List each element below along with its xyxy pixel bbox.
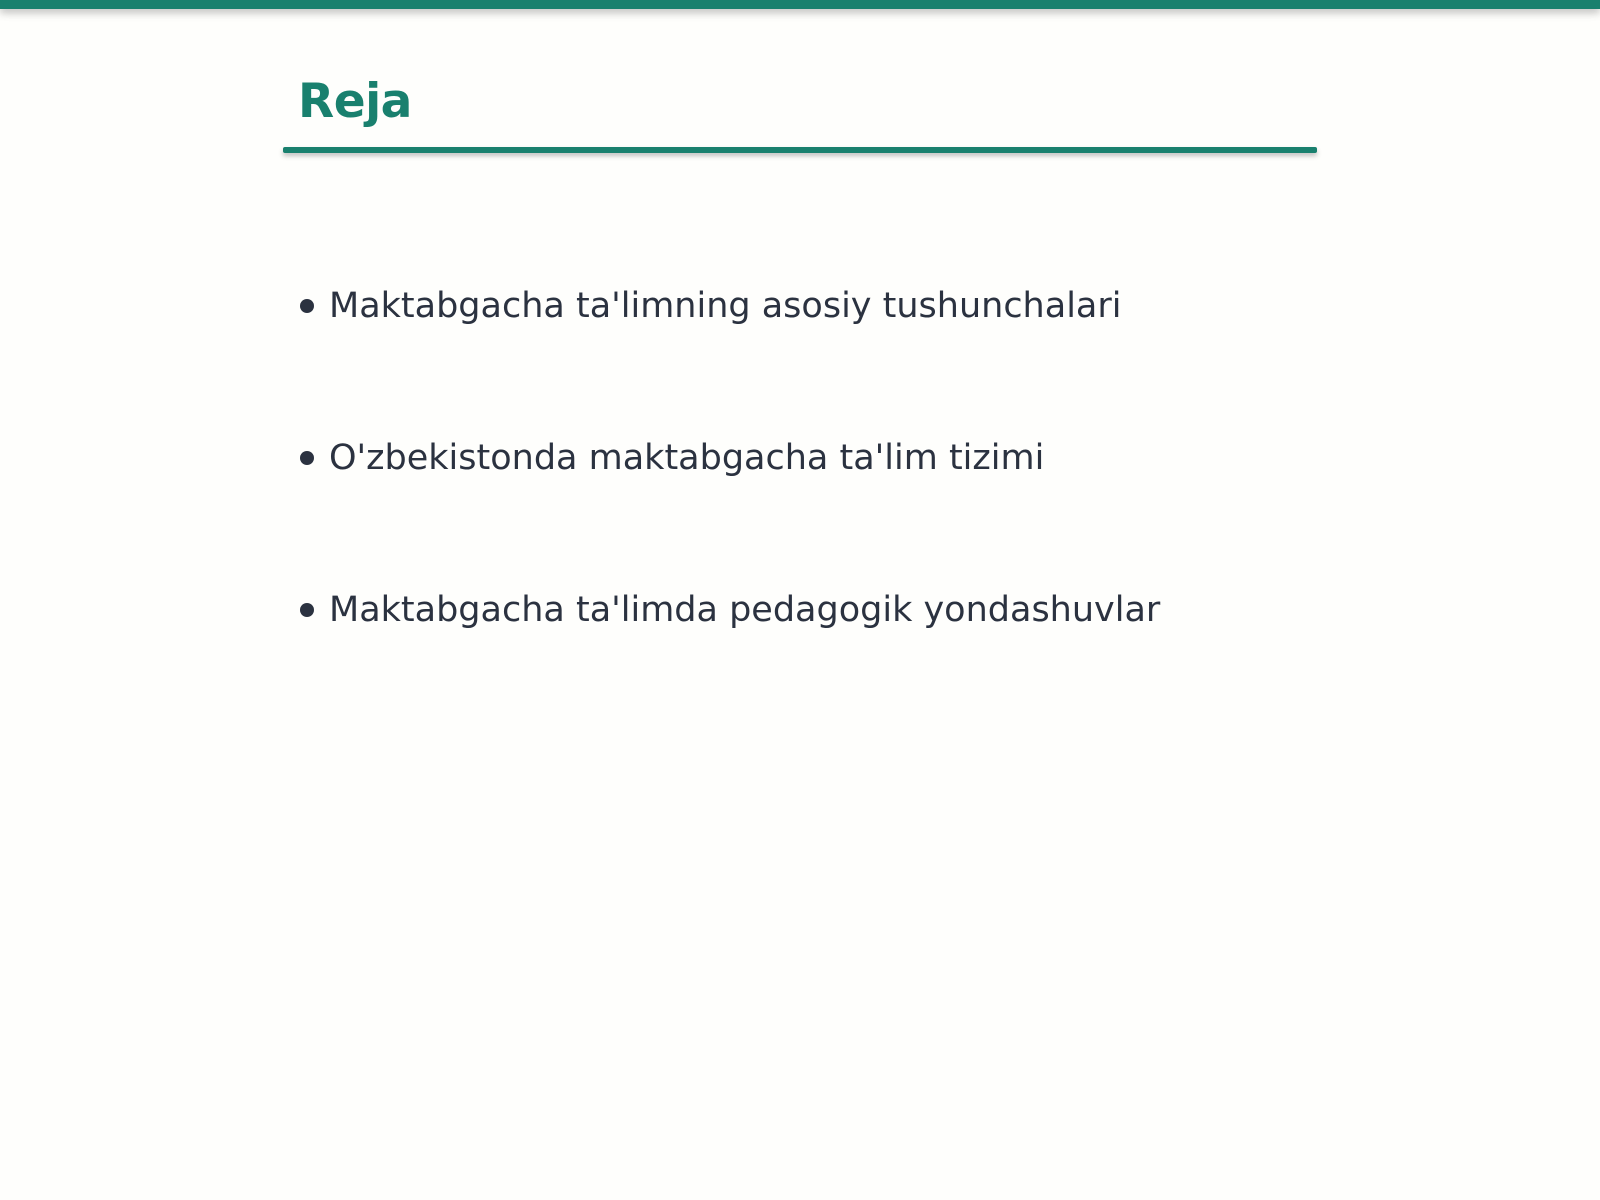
slide-title: Reja [298,74,412,129]
plan-list [300,276,1160,732]
list-item-text: Maktabgacha ta'limning asosiy tushunchalari [329,286,1122,326]
top-accent-bar [0,0,1600,9]
title-underline [283,147,1317,153]
bullet-icon [300,603,314,617]
list-item [300,428,1160,488]
list-item [300,580,1160,640]
list-item-text: Maktabgacha ta'limda pedagogik yondashuvlar [329,590,1161,630]
bullet-icon [300,451,314,465]
list-item [300,276,1160,336]
list-item-text: O'zbekistonda maktabgacha ta'lim tizimi [329,438,1045,478]
bullet-icon [300,299,314,313]
